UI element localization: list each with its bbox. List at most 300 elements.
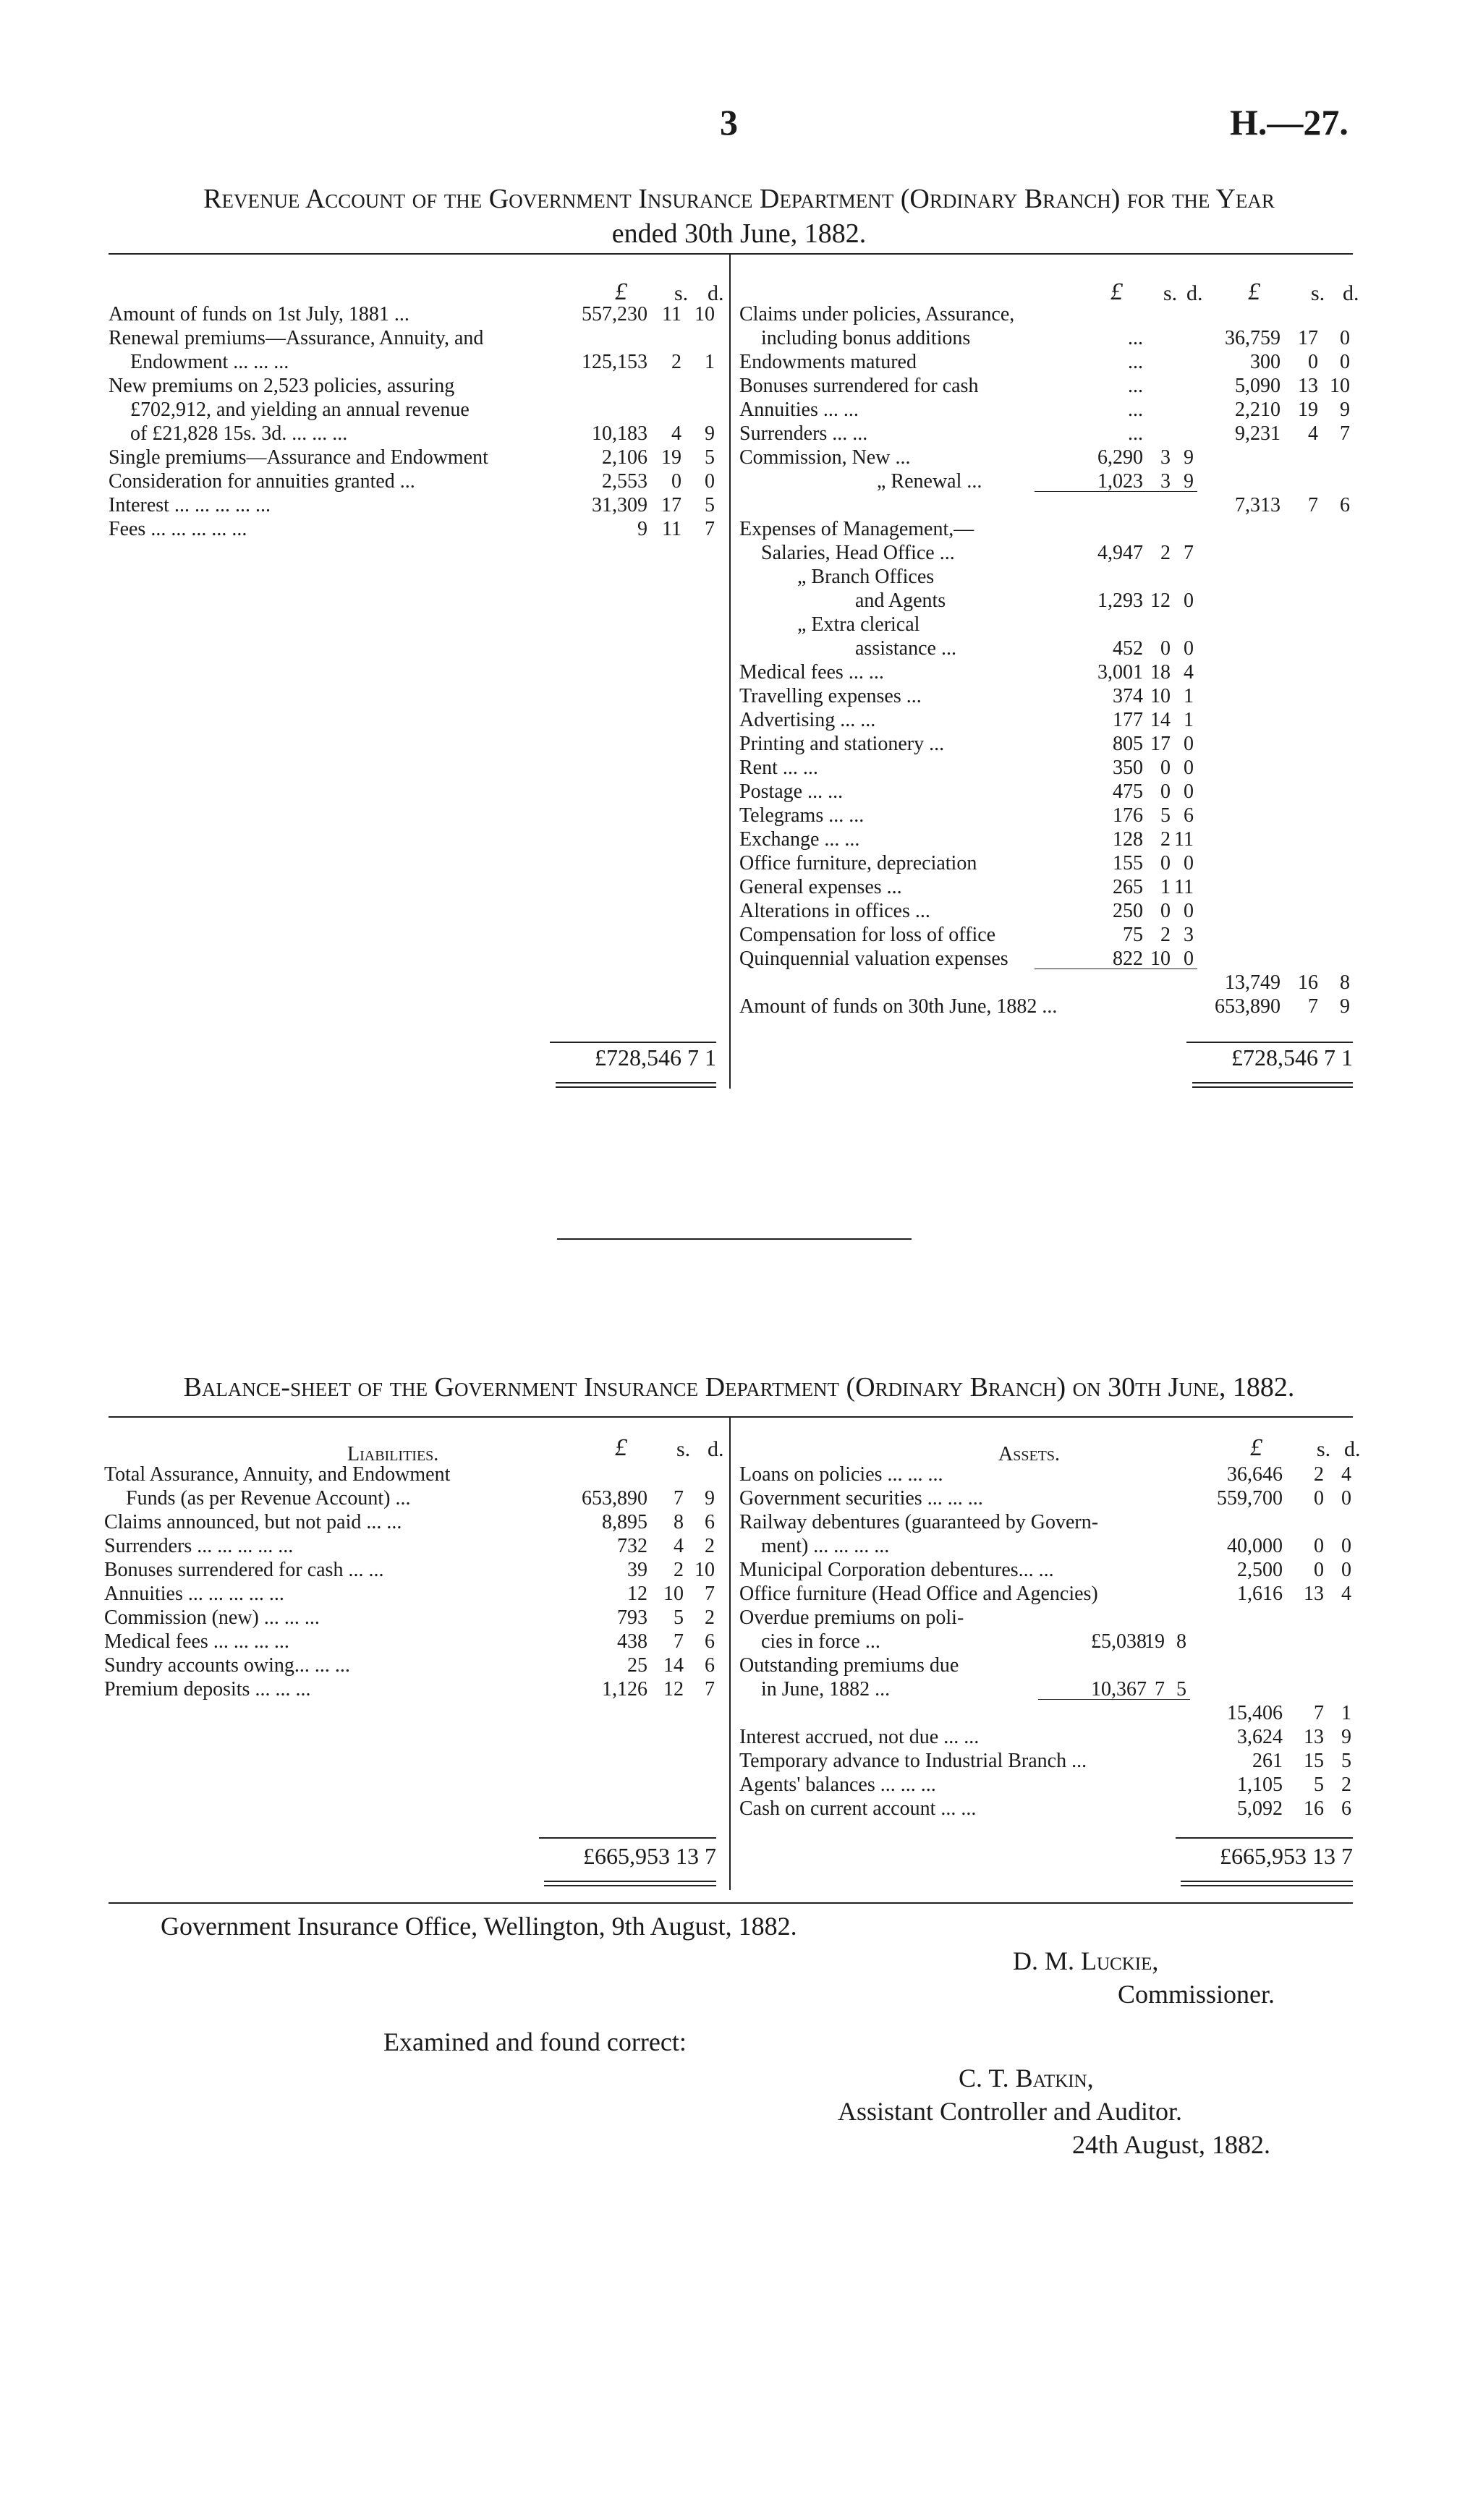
row-pounds: 1,126 [602,1678,647,1700]
table-row [739,1773,1354,1797]
row-pounds: 9,231 [1235,422,1280,445]
row-pence: 0 [1341,1487,1351,1510]
row-label: Surrenders ... ... [739,422,868,445]
table-row [739,1749,1354,1773]
liabilities-total-double-rule-a [544,1881,716,1882]
row-shillings: 13 [1298,375,1318,397]
row-pounds: 7,313 [1235,494,1280,516]
row-inner-pounds: 128 [1113,828,1143,851]
row-shillings: 0 [1308,351,1318,373]
row-label: General expenses ... [739,876,902,898]
table-row [104,1534,726,1558]
row-inner-shillings: 17 [1150,733,1171,755]
table-row [739,1677,1354,1701]
row-pence: 6 [1340,494,1350,516]
row-pence: 0 [1340,327,1350,349]
row-pounds: 3,624 [1237,1726,1283,1748]
table-row [739,493,1354,517]
pound-column-heading: £ [1110,278,1123,305]
row-shillings: 7 [1314,1702,1324,1724]
liabilities-total: £665,953 13 7 [583,1843,716,1869]
page-number: 3 [720,102,738,142]
audit-date: 24th August, 1882. [1072,2130,1271,2159]
income-total-rule [550,1042,716,1043]
pound-column-heading: £ [1248,278,1260,305]
row-label: £702,912, and yielding an annual revenue [130,399,470,421]
row-inner-shillings: 5 [1160,804,1171,827]
row-label: Medical fees ... ... ... ... [104,1630,289,1653]
row-inner-pounds: 475 [1113,780,1143,803]
table-row [104,1486,726,1510]
row-label: of £21,828 15s. 3d. ... ... ... [130,422,348,445]
row-pounds: 2,553 [602,470,647,493]
row-inner-pence: 1 [1184,709,1194,731]
row-label: Exchange ... ... [739,828,860,851]
table-row [739,923,1354,947]
row-inner-shillings: 3 [1160,470,1171,493]
balance-center-divider [729,1416,731,1890]
row-pounds: 653,890 [582,1487,647,1510]
row-inner-pence: 11 [1174,876,1194,898]
table-row [109,302,723,326]
pound-column-heading: £ [615,1434,627,1461]
row-pounds: 31,309 [592,494,647,516]
row-shillings: 16 [1304,1797,1324,1820]
row-inner-pounds: 4,947 [1097,542,1143,564]
row-pounds: 300 [1250,351,1280,373]
row-label: Commission (new) ... ... ... [104,1606,320,1629]
row-label: Consideration for annuities granted ... [109,470,415,493]
table-row [739,899,1354,923]
row-inner-pounds: 452 [1113,637,1143,660]
row-inner-pence: 11 [1174,828,1194,851]
row-inner-shillings: 3 [1160,446,1171,469]
row-label: Bonuses surrendered for cash [739,375,979,397]
shillings-column-heading: s. [676,1437,691,1461]
row-pounds: 557,230 [582,303,647,325]
table-row [739,589,1354,613]
balance-sheet-title: Balance-sheet of the Government Insurance Department (Ordinary Branch) on 30th June, 1882. [183,1372,1295,1402]
table-row [739,1630,1354,1653]
row-shillings: 2 [1314,1463,1324,1486]
row-inner-pence: 6 [1184,804,1194,827]
row-pence: 4 [1341,1463,1351,1486]
row-inner-pounds: 350 [1113,757,1143,779]
table-row [104,1630,726,1653]
row-inner-pence: 1 [1184,685,1194,707]
row-pence: 8 [1340,971,1350,994]
row-pounds: 1,105 [1237,1774,1283,1796]
row-inner-shillings: 0 [1160,637,1171,660]
row-pence: 5 [705,494,715,516]
subtotal-rule [1038,1699,1190,1700]
row-inner-pounds: 374 [1113,685,1143,707]
row-inner-pounds: 155 [1113,852,1143,874]
row-inner-pence: 0 [1184,733,1194,755]
income-total-double-rule-a [556,1082,716,1084]
table-row [739,374,1354,398]
revenue-title-line2: ended 30th June, 1882. [611,218,867,249]
table-row [739,851,1354,875]
row-label: Surrenders ... ... ... ... ... [104,1535,294,1557]
balance-top-rule [109,1416,1353,1418]
row-pounds: 5,090 [1235,375,1280,397]
row-pounds: 261 [1252,1750,1283,1772]
table-row [739,1558,1354,1582]
liabilities-heading: Liabilities. [347,1443,439,1465]
row-inner-shillings: 2 [1160,542,1171,564]
row-inner-pounds: 3,001 [1097,661,1143,684]
row-inner-pence: 7 [1184,542,1194,564]
row-label: Claims under policies, Assurance, [739,303,1015,325]
row-inner-pence: 9 [1184,470,1194,493]
row-pounds: 125,153 [582,351,647,373]
row-label: Postage ... ... [739,780,844,803]
row-label: New premiums on 2,523 policies, assuring [109,375,455,397]
row-label: Agents' balances ... ... ... [739,1774,936,1796]
row-shillings: 0 [1314,1535,1324,1557]
row-shillings: 2 [671,351,681,373]
revenue-center-divider [729,253,731,1089]
row-shillings: 7 [674,1630,684,1653]
pence-column-heading: d. [1344,1437,1361,1461]
row-shillings: 4 [674,1535,684,1557]
row-inner-dots: ... [1128,351,1143,373]
row-shillings: 4 [1308,422,1318,445]
row-label: Temporary advance to Industrial Branch ... [739,1750,1087,1772]
shillings-column-heading: s. [674,281,689,305]
row-shillings: 0 [1314,1559,1324,1581]
table-row [104,1510,726,1534]
row-inner-pounds: 250 [1113,900,1143,922]
table-row [739,756,1354,780]
row-inner-shillings: 14 [1150,709,1171,731]
row-pounds: 36,759 [1225,327,1280,349]
row-shillings: 0 [671,470,681,493]
row-label: Government securities ... ... ... [739,1487,983,1510]
table-row [739,660,1354,684]
table-row [104,1463,726,1486]
row-inner-shillings: 0 [1160,900,1171,922]
shillings-column-heading: s. [1163,281,1178,305]
row-label: Claims announced, but not paid ... ... [104,1511,402,1533]
table-row [109,398,723,422]
table-row [739,804,1354,827]
liabilities-total-double-rule-b [544,1885,716,1886]
row-label: Interest ... ... ... ... ... [109,494,271,516]
row-pence: 5 [705,446,715,469]
row-label: Fees ... ... ... ... ... [109,518,247,540]
row-pounds: 2,500 [1237,1559,1283,1581]
table-row [109,517,723,541]
row-label: Alterations in offices ... [739,900,930,922]
table-row [109,326,723,350]
row-label: Renewal premiums—Assurance, Annuity, and [109,327,484,349]
row-pence: 5 [1341,1750,1351,1772]
row-label: Premium deposits ... ... ... [104,1678,311,1700]
row-inner-pounds: 10,367 [1091,1678,1147,1700]
row-label: Annuities ... ... [739,399,859,421]
row-label: including bonus additions [761,327,971,349]
row-pence: 6 [705,1511,715,1533]
row-shillings: 19 [1298,399,1318,421]
row-inner-pence: 0 [1184,757,1194,779]
table-row [739,1486,1354,1510]
table-row [109,422,723,446]
row-label: Annuities ... ... ... ... ... [104,1583,284,1605]
assets-total-rule [1176,1837,1353,1839]
row-inner-dots: ... [1128,327,1143,349]
auditor-title: Assistant Controller and Auditor. [838,2097,1182,2126]
row-label: Loans on policies ... ... ... [739,1463,943,1486]
row-inner-pence: 4 [1184,661,1194,684]
row-inner-shillings: 2 [1160,828,1171,851]
table-row [739,326,1354,350]
row-inner-pence: 0 [1184,589,1194,612]
row-shillings: 15 [1304,1750,1324,1772]
table-row [739,1463,1354,1486]
row-label: Advertising ... ... [739,709,876,731]
row-pence: 0 [1341,1559,1351,1581]
row-inner-pounds: 6,290 [1097,446,1143,469]
row-pence: 7 [705,518,715,540]
row-pence: 7 [1340,422,1350,445]
row-label: Rent ... ... [739,757,818,779]
row-inner-pence: 3 [1184,924,1194,946]
row-inner-dots: ... [1128,375,1143,397]
row-inner-pounds: £5,038 [1091,1630,1147,1653]
row-pence: 10 [695,1559,715,1581]
table-row [104,1677,726,1701]
row-pence: 2 [705,1535,715,1557]
row-pounds: 25 [627,1654,647,1677]
row-pounds: 2,106 [602,446,647,469]
row-inner-pounds: 75 [1123,924,1143,946]
table-row [739,947,1354,971]
row-pence: 9 [705,422,715,445]
row-pounds: 13,749 [1225,971,1280,994]
row-pounds: 653,890 [1215,995,1280,1018]
pence-column-heading: d. [1186,281,1203,305]
pence-column-heading: d. [1343,281,1359,305]
row-shillings: 2 [674,1559,684,1581]
table-row [739,875,1354,899]
table-row [739,708,1354,732]
row-label: Salaries, Head Office ... [761,542,955,564]
row-shillings: 11 [662,303,681,325]
row-label: Endowments matured [739,351,917,373]
row-pounds: 732 [617,1535,647,1557]
section-separator [557,1238,912,1240]
row-pence: 10 [1330,375,1350,397]
row-pounds: 10,183 [592,422,647,445]
row-pence: 9 [1341,1726,1351,1748]
auditor-name: C. T. Batkin, [959,2064,1094,2093]
table-row [739,1582,1354,1606]
row-shillings: 8 [674,1511,684,1533]
row-inner-pounds: 822 [1113,948,1143,970]
row-label: Bonuses surrendered for cash ... ... [104,1559,384,1581]
row-pounds: 5,092 [1237,1797,1283,1820]
row-inner-shillings: 0 [1160,852,1171,874]
balance-bottom-rule [109,1902,1353,1904]
table-row [104,1582,726,1606]
table-row [739,971,1354,995]
row-pence: 9 [705,1487,715,1510]
row-label: in June, 1882 ... [761,1678,891,1700]
row-label: Amount of funds on 1st July, 1881 ... [109,303,409,325]
row-label: Office furniture (Head Office and Agencies) [739,1583,1098,1605]
row-pence: 2 [705,1606,715,1629]
row-pence: 0 [1341,1535,1351,1557]
row-shillings: 19 [661,446,681,469]
table-row [739,469,1354,493]
row-label: Quinquennial valuation expenses [739,948,1008,970]
row-pence: 7 [705,1678,715,1700]
row-pence: 6 [705,1630,715,1653]
row-inner-pence: 0 [1184,780,1194,803]
row-inner-pence: 9 [1184,446,1194,469]
row-inner-shillings: 0 [1160,757,1171,779]
row-inner-shillings: 7 [1155,1678,1165,1700]
row-pounds: 15,406 [1227,1702,1283,1724]
outgo-total-rule [1186,1042,1353,1043]
income-total: £728,546 7 1 [595,1044,716,1070]
row-shillings: 5 [1314,1774,1324,1796]
row-label: „ Extra clerical [797,613,920,636]
row-inner-pounds: 265 [1113,876,1143,898]
row-shillings: 13 [1304,1726,1324,1748]
row-inner-shillings: 12 [1150,589,1171,612]
table-row [739,1797,1354,1821]
assets-total-double-rule-b [1181,1885,1353,1886]
commissioner-title: Commissioner. [1118,1980,1275,2009]
pound-column-heading: £ [615,278,627,305]
row-inner-shillings: 0 [1160,780,1171,803]
table-row [109,469,723,493]
table-row [104,1558,726,1582]
assets-total: £665,953 13 7 [1220,1843,1353,1869]
row-shillings: 12 [663,1678,684,1700]
row-shillings: 13 [1304,1583,1324,1605]
row-pence: 1 [1341,1702,1351,1724]
row-label: Commission, New ... [739,446,911,469]
row-pounds: 36,646 [1227,1463,1283,1486]
row-inner-pence: 0 [1184,637,1194,660]
row-label: ment) ... ... ... ... [761,1535,890,1557]
row-shillings: 7 [674,1487,684,1510]
pence-column-heading: d. [708,281,724,305]
table-row [739,827,1354,851]
commissioner-name: D. M. Luckie, [1013,1946,1159,1975]
row-inner-pence: 8 [1176,1630,1186,1653]
table-row [739,422,1354,446]
row-label: Office furniture, depreciation [739,852,977,874]
row-inner-shillings: 1 [1160,876,1171,898]
row-pence: 1 [705,351,715,373]
table-row [739,565,1354,589]
row-inner-pence: 0 [1184,948,1194,970]
row-pounds: 8,895 [602,1511,647,1533]
row-label: „ Branch Offices [797,566,935,588]
row-shillings: 16 [1298,971,1318,994]
table-row [739,1606,1354,1630]
row-shillings: 17 [1298,327,1318,349]
row-label: Endowment ... ... ... [130,351,289,373]
row-label: Railway debentures (guaranteed by Govern- [739,1511,1099,1533]
subtotal-rule [1035,491,1197,492]
row-inner-dots: ... [1128,399,1143,421]
table-row [109,493,723,517]
row-pounds: 12 [627,1583,647,1605]
row-label: Printing and stationery ... [739,733,945,755]
row-pence: 6 [1341,1797,1351,1820]
row-inner-pounds: 177 [1113,709,1143,731]
liabilities-total-rule [539,1837,716,1839]
table-row [104,1653,726,1677]
pence-column-heading: d. [708,1437,724,1461]
row-shillings: 14 [663,1654,684,1677]
row-label: Overdue premiums on poli- [739,1606,964,1629]
row-inner-pounds: 1,293 [1097,589,1143,612]
row-shillings: 7 [1308,995,1318,1018]
row-inner-pence: 5 [1176,1678,1186,1700]
row-inner-shillings: 18 [1150,661,1171,684]
row-label: cies in force ... [761,1630,880,1653]
row-label: Telegrams ... ... [739,804,865,827]
row-shillings: 5 [674,1606,684,1629]
document-reference: H.—27. [1230,102,1349,142]
table-row [739,613,1354,637]
table-row [739,684,1354,708]
row-pence: 0 [1340,351,1350,373]
assets-heading: Assets. [998,1443,1061,1465]
row-pounds: 2,210 [1235,399,1280,421]
table-row [739,1701,1354,1725]
row-shillings: 4 [671,422,681,445]
assets-total-double-rule-a [1181,1881,1353,1882]
row-label: Cash on current account ... ... [739,1797,977,1820]
table-row [739,995,1354,1018]
table-row [109,446,723,469]
row-inner-shillings: 19 [1144,1630,1165,1653]
row-inner-shillings: 10 [1150,948,1171,970]
row-pence: 4 [1341,1583,1351,1605]
table-row [109,350,723,374]
outgo-total-double-rule-a [1192,1082,1353,1084]
row-shillings: 7 [1308,494,1318,516]
row-inner-pounds: 1,023 [1097,470,1143,493]
row-label: Compensation for loss of office [739,924,996,946]
revenue-title-line1: Revenue Account of the Government Insurance Department (Ordinary Branch) for the Year [203,184,1275,214]
table-row [739,637,1354,660]
table-row [109,374,723,398]
row-pounds: 9 [637,518,647,540]
table-row [739,732,1354,756]
row-label: assistance ... [855,637,956,660]
row-pounds: 40,000 [1227,1535,1283,1557]
table-row [739,1725,1354,1749]
table-row [104,1606,726,1630]
table-row [739,302,1354,326]
outgo-total-double-rule-b [1192,1086,1353,1088]
row-pounds: 793 [617,1606,647,1629]
shillings-column-heading: s. [1317,1437,1331,1461]
row-shillings: 0 [1314,1487,1324,1510]
table-row [739,541,1354,565]
row-label: Municipal Corporation debentures... ... [739,1559,1054,1581]
revenue-top-rule [109,253,1353,255]
